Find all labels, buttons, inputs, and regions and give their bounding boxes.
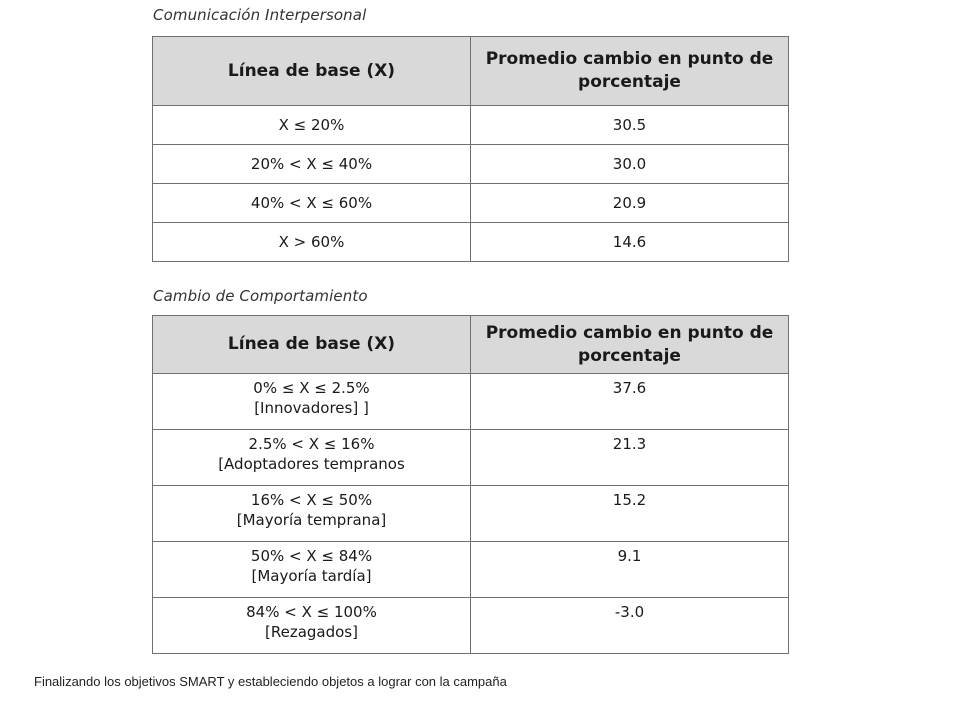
change-cell: 9.1 — [471, 542, 789, 598]
section-title-interpersonal: Comunicación Interpersonal — [153, 6, 367, 24]
baseline-range: 2.5% < X ≤ 16% — [248, 435, 375, 453]
baseline-cell — [153, 374, 471, 430]
interpersonal-table — [152, 36, 789, 262]
table-header-row — [153, 316, 789, 374]
adopter-group: [Mayoría temprana] — [236, 511, 387, 529]
slide-caption: Finalizando los objetivos SMART y estableciendo objetos a lograr con la campaña — [34, 674, 507, 689]
change-cell: 20.9 — [471, 184, 789, 223]
change-cell: 37.6 — [471, 374, 789, 430]
baseline-cell: 40% < X ≤ 60% — [153, 184, 471, 223]
column-header-change: Promedio cambio en punto de porcentaje — [471, 37, 789, 106]
adopter-group: [Adoptadores tempranos — [218, 455, 405, 473]
baseline-cell — [153, 542, 471, 598]
table-row — [153, 598, 789, 654]
baseline-range: 0% ≤ X ≤ 2.5% — [253, 379, 370, 397]
adopter-group: [Innovadores] ] — [254, 399, 369, 417]
column-header-change: Promedio cambio en punto de porcentaje — [471, 316, 789, 374]
change-cell: 15.2 — [471, 486, 789, 542]
column-header-baseline: Línea de base (X) — [153, 316, 471, 374]
baseline-cell — [153, 486, 471, 542]
baseline-range: 16% < X ≤ 50% — [250, 491, 373, 509]
change-cell: 30.5 — [471, 106, 789, 145]
table-header-row — [153, 37, 789, 106]
baseline-cell: 20% < X ≤ 40% — [153, 145, 471, 184]
table-row — [153, 106, 789, 145]
baseline-cell: X ≤ 20% — [153, 106, 471, 145]
table-row — [153, 223, 789, 262]
column-header-baseline: Línea de base (X) — [153, 37, 471, 106]
table-row — [153, 374, 789, 430]
change-cell: 21.3 — [471, 430, 789, 486]
baseline-cell: X > 60% — [153, 223, 471, 262]
baseline-range: 50% < X ≤ 84% — [250, 547, 373, 565]
adopter-group: [Mayoría tardía] — [251, 567, 372, 585]
behavior-table — [152, 315, 789, 654]
table-row — [153, 145, 789, 184]
change-cell: 14.6 — [471, 223, 789, 262]
baseline-cell — [153, 598, 471, 654]
adopter-group: [Rezagados] — [265, 623, 358, 641]
section-title-behavior: Cambio de Comportamiento — [153, 287, 368, 305]
table-row — [153, 430, 789, 486]
baseline-range: 84% < X ≤ 100% — [246, 603, 377, 621]
change-cell: -3.0 — [471, 598, 789, 654]
change-cell: 30.0 — [471, 145, 789, 184]
table-row — [153, 486, 789, 542]
table-row — [153, 184, 789, 223]
baseline-cell — [153, 430, 471, 486]
table-row — [153, 542, 789, 598]
